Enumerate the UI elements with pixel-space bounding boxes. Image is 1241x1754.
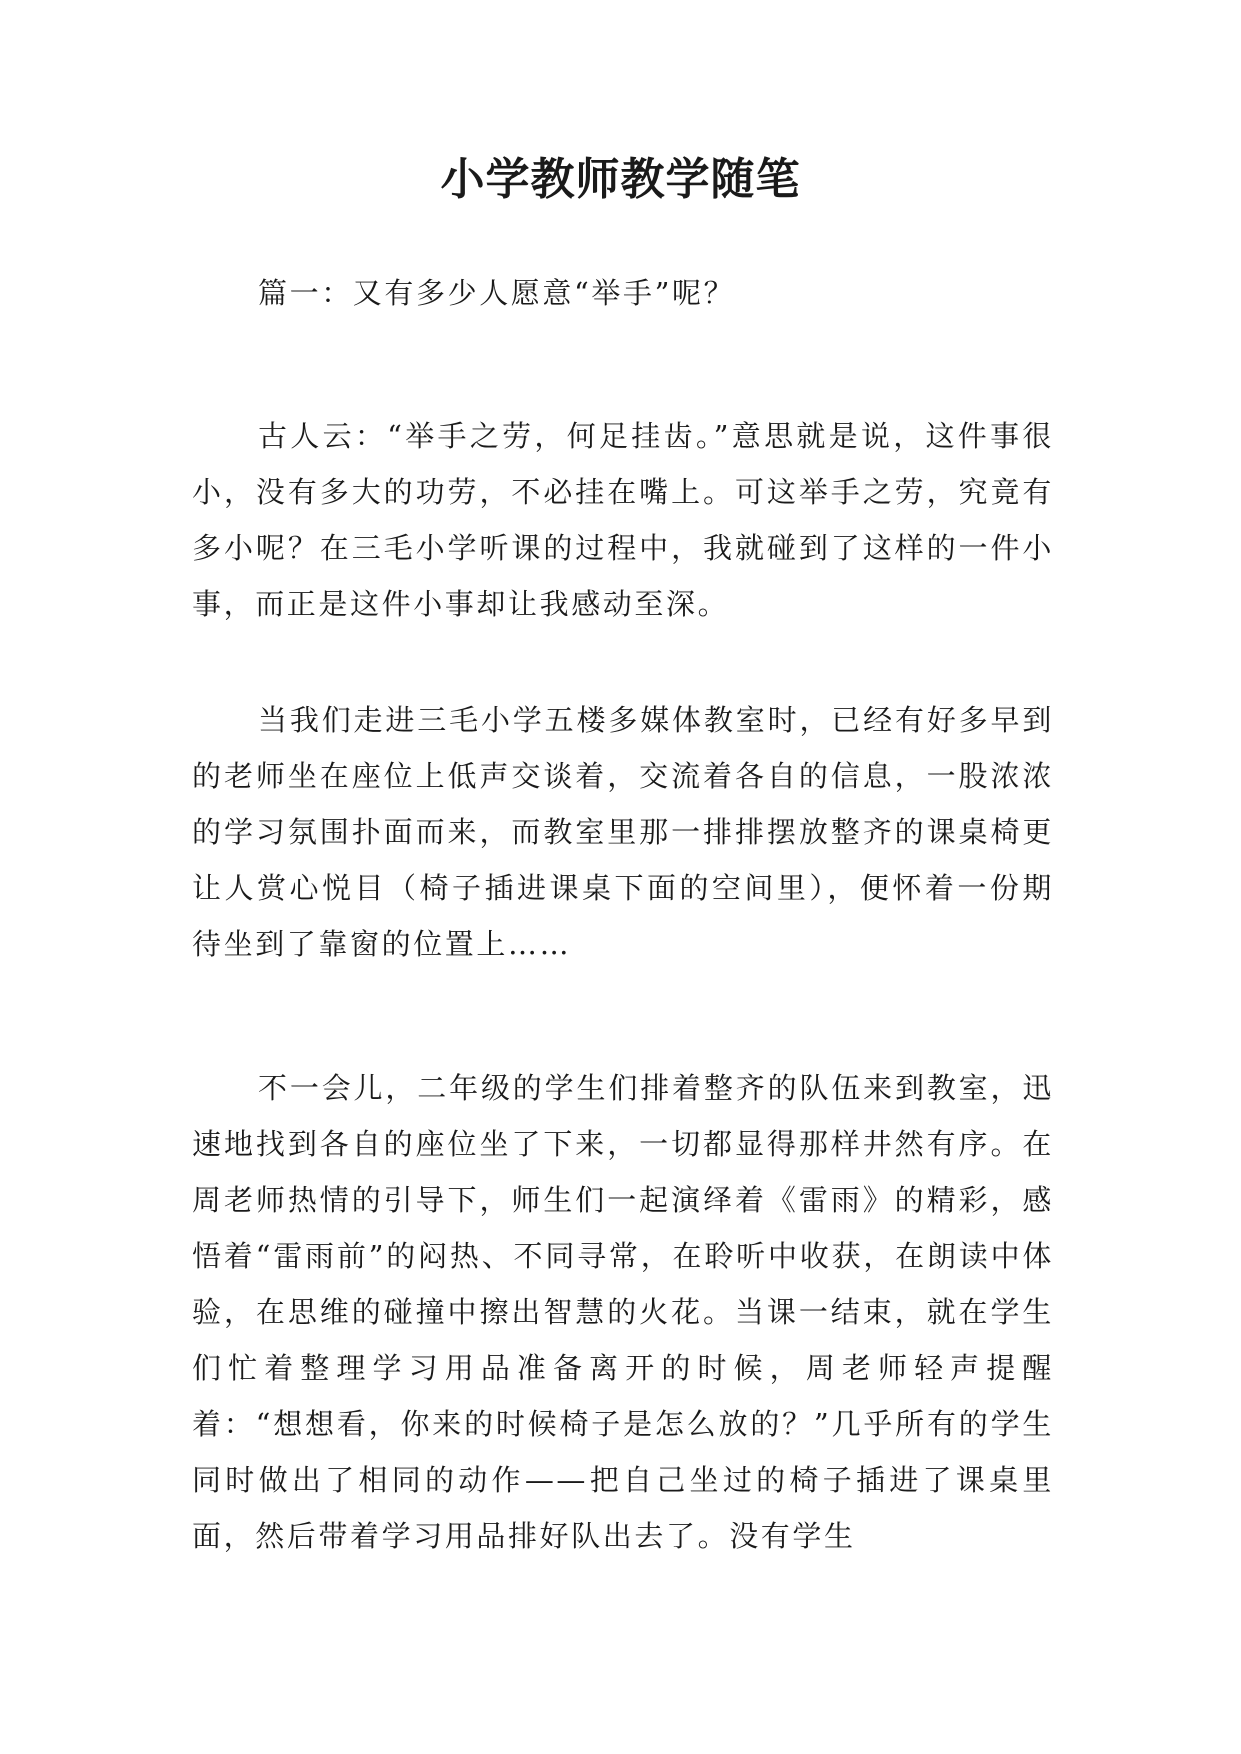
paragraph: 古人云：“举手之劳，何足挂齿。”意思就是说，这件事很小，没有多大的功劳，不必挂在嘴上。可这举手之劳，究竟有多小呢？在三毛小学听课的过程中，我就碰到了这样的一件小事，而正是这件小事却让我感动至深。: [192, 419, 1054, 621]
section-heading: 篇一：又有多少人愿意“举手”呢？: [258, 276, 736, 310]
paragraph: 当我们走进三毛小学五楼多媒体教室时，已经有好多早到的老师坐在座位上低声交谈着，交流着各自的信息，一股浓浓的学习氛围扑面而来，而教室里那一排排摆放整齐的课桌椅更让人赏心悦目（椅子插进课桌下面的空间里），便怀着一份期待坐到了靠窗的位置上……: [192, 703, 1054, 961]
paragraph: 不一会儿，二年级的学生们排着整齐的队伍来到教室，迅速地找到各自的座位坐了下来，一切都显得那样井然有序。在周老师热情的引导下，师生们一起演绎着《雷雨》的精彩，感悟着“雷雨前”的闷热、不同寻常，在聆听中收获，在朗读中体验，在思维的碰撞中擦出智慧的火花。当课一结束，就在学生们忙着整理学习用品准备离开的时候，周老师轻声提醒着：“想想看，你来的时候椅子是怎么放的？”几乎所有的学生同时做出了相同的动作——把自己坐过的椅子插进了课桌里面，然后带着学习用品排好队出去了。没有学生: [192, 1071, 1054, 1553]
document-title: 小学教师教学随笔: [440, 154, 801, 205]
